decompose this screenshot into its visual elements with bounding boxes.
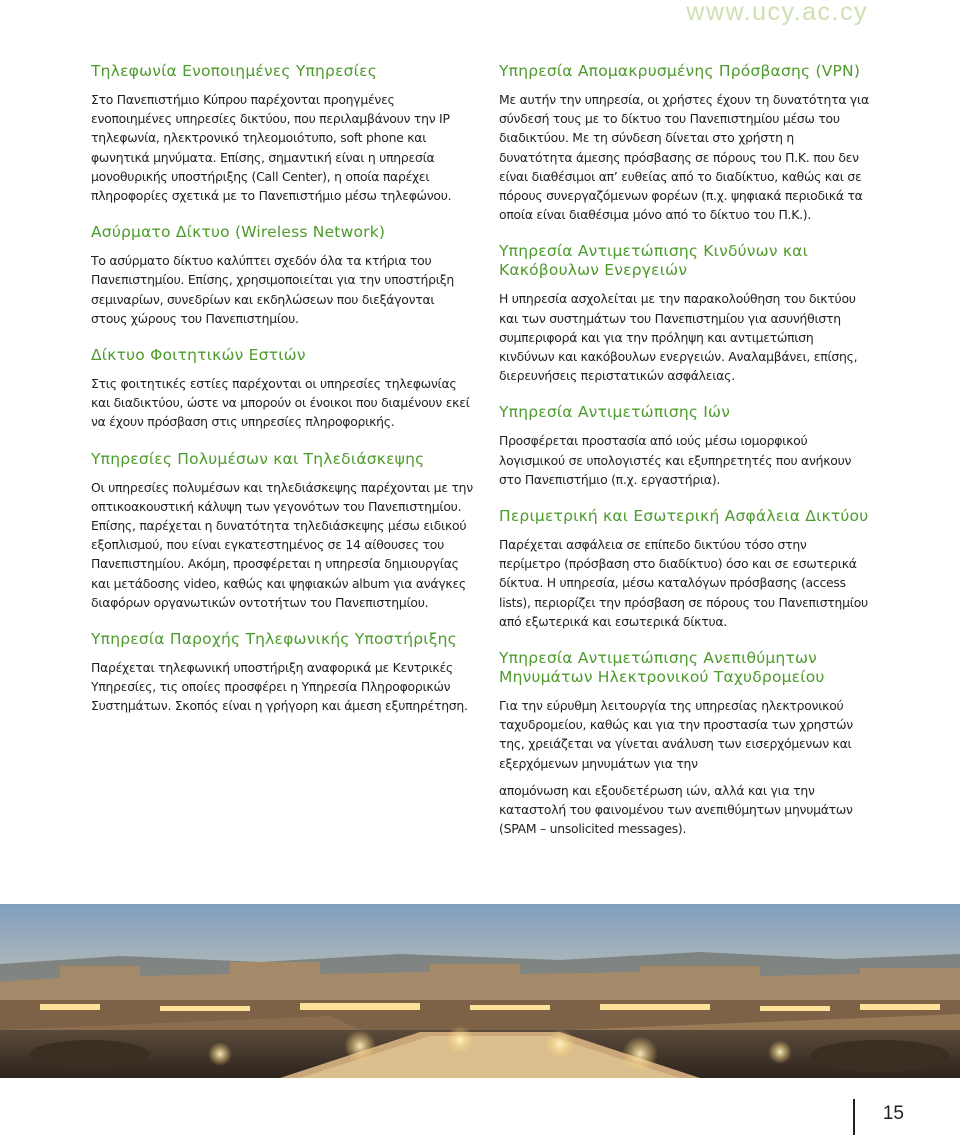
campus-photo bbox=[0, 904, 960, 1078]
section-body-continued: απομόνωση και εξουδετέρωση ιών, αλλά και για την καταστολή του φαινομένου των ανεπιθύμητων μηνυμάτων (SPAM – unsolicited messages). bbox=[499, 782, 853, 837]
section-body: Με αυτήν την υπηρεσία, οι χρήστες έχουν τη δυνατότητα για σύνδεσή τους με το δίκτυο του Πανεπιστημίου μέσω του διαδικτύου. Με τη σύνδεση δίνεται στο χρήστη η δυνατότητα άμεσης πρόσβασης σε πόρους του Π.Κ. που δεν είναι διαθέσιμοι απ’ ευθείας από το διαδίκτυο, καθώς και σε πόρους συνεργαζόμενων φορέων (π.χ. ψηφιακά περιοδικά τα οποία είναι διαθέσιμα μόνο από το δίκτυο του Π.Κ.). bbox=[499, 92, 869, 223]
section-title: Υπηρεσία Αντιμετώπισης Ιών bbox=[499, 403, 731, 422]
left-column bbox=[91, 62, 473, 734]
section-wireless-network bbox=[91, 223, 473, 328]
section-title: Υπηρεσία Απομακρυσμένης Πρόσβασης (VPN) bbox=[499, 62, 861, 80]
section-body: Προσφέρεται προστασία από ιούς μέσω ιομορφικού λογισμικού σε υπολογιστές και εξυπηρετητές που ανήκουν στο Πανεπιστήμιο (π.χ. εργαστήρια). bbox=[499, 433, 852, 487]
section-title: Δίκτυο Φοιτητικών Εστιών bbox=[91, 346, 306, 365]
section-title: Υπηρεσία Παροχής Τηλεφωνικής Υποστήριξης bbox=[91, 630, 457, 649]
section-antivirus bbox=[499, 403, 869, 489]
section-title: Υπηρεσία Αντιμετώπισης Κινδύνων και Κακόβουλων Ενεργειών bbox=[499, 242, 809, 280]
section-title: Υπηρεσίες Πολυμέσων και Τηλεδιάσκεψης bbox=[91, 449, 425, 468]
section-body: Για την εύρυθμη λειτουργία της υπηρεσίας ηλεκτρονικού ταχυδρομείου, καθώς και για την προστασία των χρηστών της, χρειάζεται να γίνεται ανάλυση των εισερχόμενων και εξερχόμενων μηνυμάτων για την bbox=[499, 698, 853, 771]
section-body: Παρέχεται τηλεφωνική υποστήριξη αναφορικά με Κεντρικές Υπηρεσίες, τις οποίες προσφέρει η Υπηρεσία Πληροφορικών Συστημάτων. Σκοπός είναι η γρήγορη και άμεση εξυπηρέτηση. bbox=[91, 660, 468, 714]
section-body: Στο Πανεπιστήμιο Κύπρου παρέχονται προηγμένες ενοποιημένες υπηρεσίες δικτύου, που περιλαμβάνουν την IP τηλεφωνία, ηλεκτρονικό τηλεομοιότυπο, soft phone και φωνητικά μηνύματα. Επίσης, σημαντική είναι η υπηρεσία μονοθυρικής υποστήριξης (Call Center), η οποία παρέχει πληροφορίες σχετικά με το Πανεπιστήμιο μέσω τηλεφώνου. bbox=[91, 92, 452, 204]
section-body: Στις φοιτητικές εστίες παρέχονται οι υπηρεσίες τηλεφωνίας και διαδικτύου, ώστε να μπορούν οι ένοικοι που διαμένουν εκεί να έχουν πρόσβαση στις υπηρεσίες πληροφορικής. bbox=[91, 376, 470, 430]
page-number-divider bbox=[853, 1099, 855, 1135]
section-body: Παρέχεται ασφάλεια σε επίπεδο δικτύου τόσο στην περίμετρο (πρόσβαση στο διαδίκτυο) όσο και σε εσωτερικά δίκτυα. Η υπηρεσία, μέσω καταλόγων πρόσβασης (access lists), περιορίζει την πρόσβαση σε πόρους του Πανεπιστημίου από εξωτερικά και εσωτερικά δίκτυα. bbox=[499, 537, 868, 629]
site-url: www.ucy.ac.cy bbox=[686, 0, 868, 26]
page-number: 15 bbox=[882, 1103, 904, 1124]
section-title: Περιμετρική και Εσωτερική Ασφάλεια Δικτύου bbox=[499, 507, 869, 526]
section-unified-telephony bbox=[91, 62, 473, 205]
section-threat-response bbox=[499, 242, 869, 385]
section-body: Το ασύρματο δίκτυο καλύπτει σχεδόν όλα τα κτήρια του Πανεπιστημίου. Επίσης, χρησιμοποιείται για την υποστήριξη σεμιναρίων, συνεδρίων και εκδηλώσεων που διεξάγονται στους χώρους του Πανεπιστημίου. bbox=[91, 253, 454, 326]
section-vpn bbox=[499, 62, 869, 224]
right-column bbox=[499, 62, 869, 856]
section-spam bbox=[499, 649, 869, 838]
section-body: Η υπηρεσία ασχολείται με την παρακολούθηση του δικτύου και των συστημάτων του Πανεπιστημίου για ασυνήθιστη συμπεριφορά και για την πρόληψη και αντιμετώπιση κινδύνων και κακόβουλων ενεργειών. Αναλαμβάνει, επίσης, διερευνήσεις περιστατικών ασφάλειας. bbox=[499, 291, 858, 384]
section-body: Οι υπηρεσίες πολυμέσων και τηλεδιάσκεψης παρέχονται με την οπτικοακουστική κάλυψη των γεγονότων του Πανεπιστημίου. Επίσης, παρέχεται η δυνατότητα τηλεδιάσκεψης μέσω ειδικού εξοπλισμού, που είναι εγκατεστημένος σε 14 αίθουσες του Πανεπιστημίου. Ακόμη, προσφέρεται η υπηρεσία δημιουργίας και μετάδοσης video, καθώς και ψηφιακών album για ανάγκες διαφόρων οργανωτικών οντοτήτων του Πανεπιστημίου. bbox=[91, 479, 473, 610]
section-title: Τηλεφωνία Ενοποιημένες Υπηρεσίες bbox=[91, 62, 377, 80]
section-student-residences-network bbox=[91, 346, 473, 432]
section-title: Υπηρεσία Αντιμετώπισης Ανεπιθύμητων Μηνυμάτων Ηλεκτρονικού Ταχυδρομείου bbox=[499, 649, 825, 687]
section-phone-support bbox=[91, 630, 473, 716]
section-multimedia-teleconference bbox=[91, 450, 473, 612]
section-title: Ασύρματο Δίκτυο (Wireless Network) bbox=[91, 223, 386, 242]
section-network-security bbox=[499, 507, 869, 631]
